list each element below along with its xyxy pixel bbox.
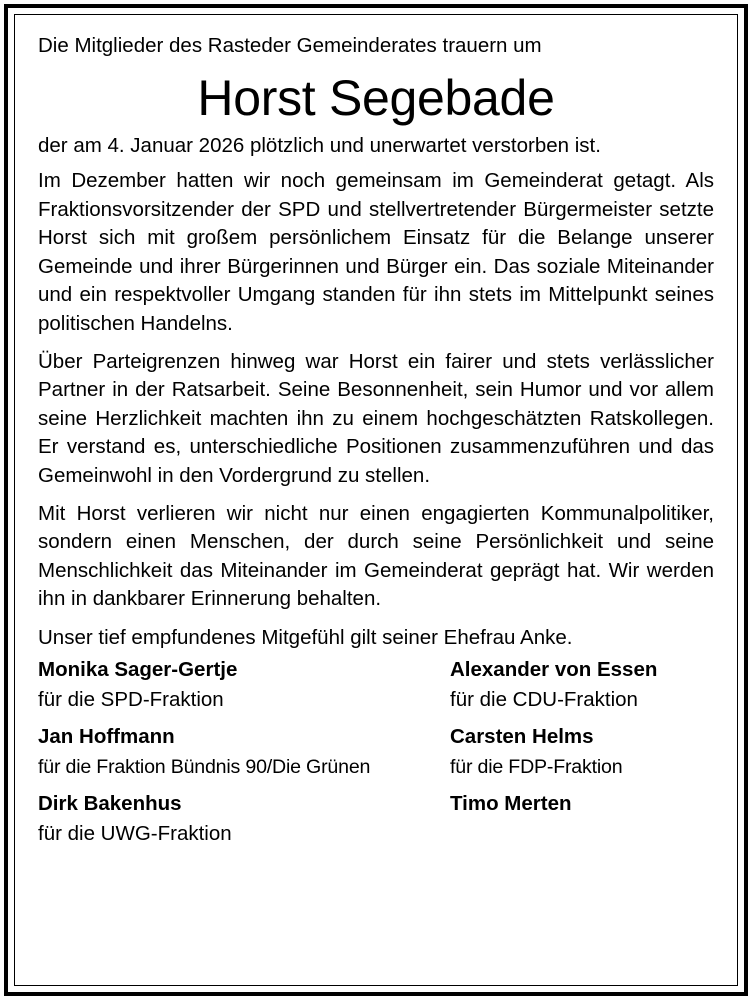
- obituary-notice: [38, 31, 714, 849]
- signer-group: für die FDP-Fraktion: [450, 755, 623, 778]
- paragraph-2: Über Parteigrenzen hinweg war Horst ein fairer und stets verlässlicher Partner in der Ratsarbeit. Seine Besonnenheit, sein Humor und vor allem seine Herzlichkeit machten ihn zu einem hochgeschätzten Ratskollegen. Er verstand es, unterschiedliche Positionen zusammenzuführen und das Gemeinwohl in den Vordergrund zu stellen.: [38, 349, 714, 487]
- paragraph-1: Im Dezember hatten wir noch gemeinsam im Gemeinderat getagt. Als Fraktionsvorsitzender der SPD und stellvertretender Bürgermeister setzte Horst sich mit großem persönlichem Einsatz für die Belange unserer Gemeinde und ihrer Bürgerinnen und Bürger ein. Das soziale Miteinander und ein respektvoller Umgang standen für ihn stets im Mittelpunkt seines politischen Handelns.: [38, 169, 714, 335]
- signer-name: Carsten Helms: [450, 724, 594, 748]
- signer-gruene: [38, 722, 450, 782]
- signer-group: für die Fraktion Bündnis 90/Die Grünen: [38, 755, 371, 778]
- signer-cdu: [450, 655, 714, 715]
- signer-group: für die CDU-Fraktion: [450, 687, 638, 711]
- signer-group: für die SPD-Fraktion: [38, 687, 224, 711]
- signers-grid: [38, 655, 714, 849]
- intro-line: Die Mitglieder des Rasteder Gemeinderates trauern um: [38, 34, 542, 57]
- signer-fdp: [450, 722, 714, 782]
- signer-name: Timo Merten: [450, 791, 572, 815]
- signer-spd: [38, 655, 450, 715]
- signer-group: für die UWG-Fraktion: [38, 821, 232, 845]
- signer-name: Dirk Bakenhus: [38, 791, 182, 815]
- signer-name: Monika Sager-Gertje: [38, 657, 238, 681]
- closing-line: Unser tief empfundenes Mitgefühl gilt seiner Ehefrau Anke.: [38, 625, 573, 649]
- signer-uwg: [38, 789, 450, 849]
- paragraph-3: Mit Horst verlieren wir nicht nur einen engagierten Kommunalpolitiker, sondern einen Menschen, der durch seine Persönlichkeit und seine Menschlichkeit das Miteinander im Gemeinderat geprägt hat. Wir werden ihn in dankbarer Erinnerung behalten.: [38, 501, 714, 611]
- signer-name: Alexander von Essen: [450, 657, 658, 681]
- death-line: der am 4. Januar 2026 plötzlich und unerwartet verstorben ist.: [38, 134, 601, 157]
- signer-merten: [450, 789, 714, 849]
- deceased-name: Horst Segebade: [197, 70, 555, 126]
- signer-name: Jan Hoffmann: [38, 724, 175, 748]
